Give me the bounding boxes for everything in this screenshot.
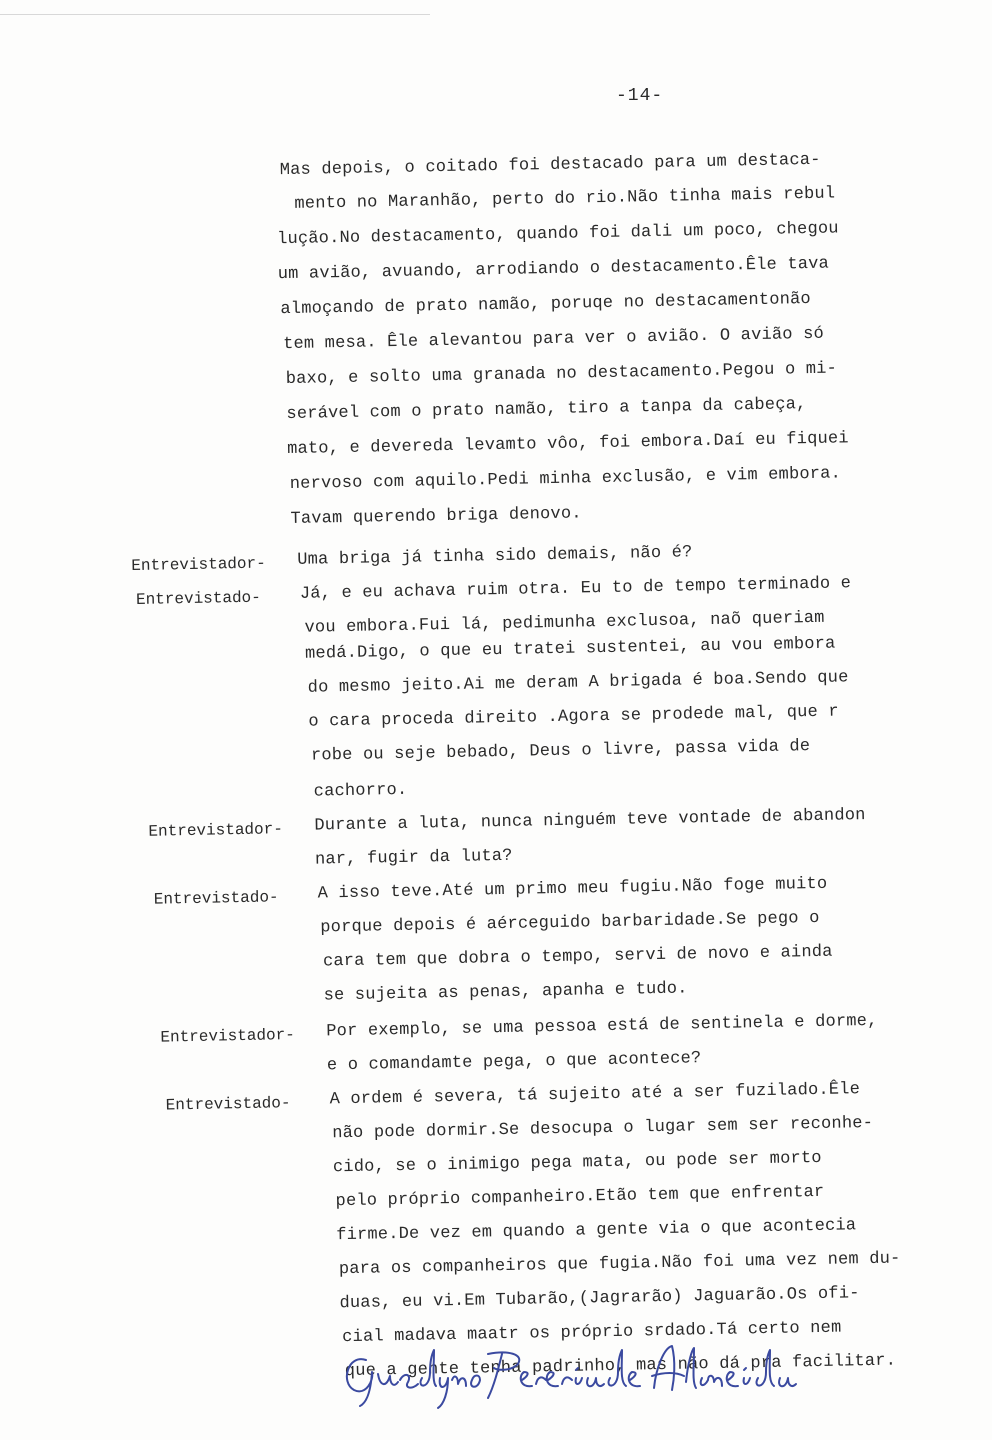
dialogue-line: se sujeita as penas, apanha e tudo.: [323, 979, 688, 1006]
page-number: -14-: [616, 86, 664, 106]
speaker-interviewer: Entrevistador-: [148, 820, 284, 841]
dialogue-line: firme.De vez em quando a gente via o que acontecia: [336, 1216, 857, 1246]
narrative-line: baxo, e solto uma granada no destacamento.Pegou o mi-: [285, 359, 838, 390]
dialogue-line: cido, se o inimigo pega mata, ou pode ser morto: [332, 1148, 822, 1178]
speaker-interviewer: Entrevistador-: [131, 554, 266, 576]
dialogue-line: não pode dormir.Se desocupa o lugar sem ser reconhe-: [332, 1113, 874, 1144]
dialogue-line: nar, fugir da luta?: [314, 846, 513, 870]
dialogue-line: Uma briga já tinha sido demais, não é?: [297, 543, 693, 570]
speaker-interviewee: Entrevistado-: [153, 888, 279, 909]
dialogue-line: medá.Digo, o que eu tratei sustentei, au vou embora: [304, 634, 836, 664]
narrative-line: Tavam querendo briga denovo.: [290, 504, 582, 529]
narrative-line: nervoso com aquilo.Pedi minha exclusão, e vim embora.: [289, 464, 842, 494]
narrative-line: serável com o prato namão, tiro a tanpa da cabeça,: [286, 395, 807, 425]
dialogue-line: cachorro.: [313, 780, 408, 802]
dialogue-line: para os companheiros que fugia.Não foi uma vez nem du-: [338, 1249, 901, 1280]
dialogue-line: Já, e eu achava ruim otra. Eu to de tempo terminado e: [299, 574, 852, 604]
dialogue-line: o cara proceda direito .Agora se prodede mal, que r: [308, 702, 839, 732]
dialogue-line: pelo próprio companheiro.Etão tem que enfrentar: [335, 1182, 825, 1212]
speaker-interviewer: Entrevistador-: [160, 1026, 295, 1047]
dialogue-line: robe ou seje bebado, Deus o livre, passa vida de: [310, 737, 811, 766]
narrative-line: almoçando de prato namão, poruqe no destacamentonão: [280, 289, 812, 320]
dialogue-line: cial madava maatr os próprio srdado.Tá certo nem: [342, 1318, 842, 1348]
narrative-line: um avião, avuando, arrodiando o destacamento.Êle tava: [277, 254, 830, 285]
dialogue-line: duas, eu vi.Em Tubarão,(Jagrarão) Jaguarão.Os ofi-: [339, 1284, 860, 1314]
dialogue-line: Durante a luta, nunca ninguém teve vontade de abandon: [314, 806, 866, 836]
narrative-line: tem mesa. Êle alevantou para ver o avião. O avião só: [282, 324, 825, 355]
dialogue-line: do mesmo jeito.Ai me deram A brigada é boa.Sendo que: [307, 668, 849, 698]
narrative-line: mato, e devereda levamto vôo, foi embora.Daí eu fiquei: [286, 429, 849, 460]
dialogue-line: Por exemplo, se uma pessoa está de sentinela e dorme,: [326, 1011, 878, 1042]
narrative-line: lução.No destacamento, quando foi dali um poco, chegou: [276, 219, 839, 250]
handwritten-signature: [338, 1332, 858, 1412]
dialogue-line: porque depois é aérceguido barbaridade.Se pego o: [320, 908, 820, 938]
dialogue-line: A ordem é severa, tá sujeito até a ser fuzilado.Êle: [329, 1080, 861, 1110]
narrative-line: mento no Maranhão, perto do rio.Não tinha mais rebul: [294, 184, 836, 214]
narrative-line: Mas depois, o coitado foi destacado para um destaca-: [279, 150, 821, 181]
dialogue-line: que a gente tenha padrinho, mas não dá pra facilitar.: [344, 1351, 897, 1382]
dialogue-line: e o comandamte pega, o que acontece?: [326, 1049, 702, 1076]
speaker-interviewee: Entrevistado-: [135, 588, 261, 609]
dialogue-line: A isso teve.Até um primo meu fugiu.Não foge muito: [317, 874, 828, 904]
dialogue-line: vou embora.Fui lá, pedimunha exclusoa, naõ queriam: [304, 608, 825, 638]
top-rule: [0, 14, 430, 15]
dialogue-line: cara tem que dobra o tempo, servi de novo e ainda: [322, 942, 833, 972]
speaker-interviewee: Entrevistado-: [165, 1094, 291, 1115]
